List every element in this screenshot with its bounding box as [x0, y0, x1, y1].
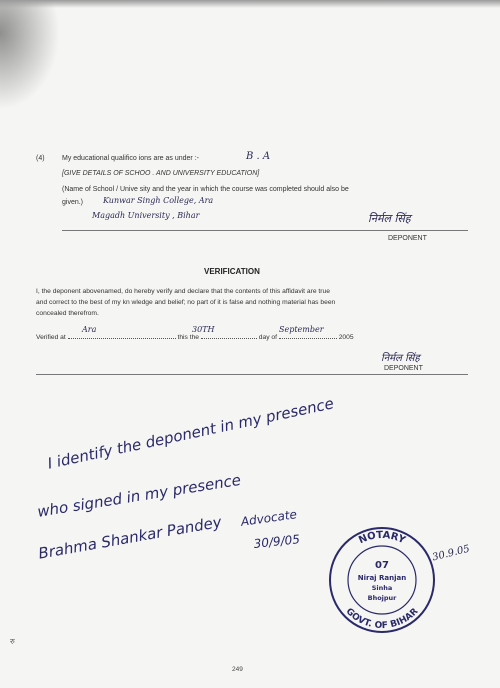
school-instruction-line1: (Name of School / Unive sity and the year in which the course was completed should also be [62, 186, 349, 193]
verification-title: VERIFICATION [204, 267, 260, 276]
qualification-value: B . A [246, 151, 271, 162]
attestation-line: Advocate [240, 507, 298, 529]
seal-number: 07 [375, 560, 389, 571]
scan-top-edge [0, 0, 500, 8]
seal-side-date: 30.9.05 [431, 543, 471, 564]
notary-seal-graphic [314, 524, 450, 634]
verification-line: concealed therefrom. [36, 310, 99, 317]
university-name: Magadh University , Bihar [92, 211, 200, 220]
deponent-signature: निर्मल सिंह [368, 212, 411, 225]
verification-signature: निर्मल सिंह [381, 353, 420, 364]
month-value: September [279, 325, 324, 334]
seal-place: Bhojpur [367, 594, 397, 602]
college-name: Kunwar Singh College, Ara [103, 196, 214, 205]
notary-seal [314, 524, 450, 634]
day-value: 30TH [192, 325, 215, 334]
svg-text:GOVT. OF BIHAR [344, 607, 421, 632]
verification-line: I, the deponent abovenamed, do hereby verify and declare that the contents of this affidavit are true [36, 288, 330, 295]
attestation-date: 30/9/05 [253, 532, 301, 551]
item-number: (4) [36, 155, 45, 162]
school-instruction-line2: given.) [62, 199, 84, 206]
section-divider [36, 374, 468, 375]
year-value: 2005 [338, 334, 354, 341]
deponent-label: DEPONENT [388, 235, 427, 242]
verification-line: and correct to the best of my kn wledge and belief; no part of it is false and nothing material has been [36, 299, 336, 306]
scan-shadow [0, 0, 60, 110]
deponent-label: DEPONENT [384, 365, 423, 372]
qualification-statement: My educational qualifico ions are as under :- [62, 155, 199, 162]
seal-bottom-text: GOVT. OF BIHAR [343, 606, 421, 632]
verified-at-label: Verified at [36, 334, 66, 341]
place-value: Ara [82, 325, 97, 334]
svg-text:NOTARY [357, 530, 408, 547]
seal-name: Niraj Ranjan [357, 574, 407, 582]
attestation-line: Brahma Shankar Pandey [37, 512, 223, 563]
seal-role: Sinha [371, 584, 393, 592]
page-number: 249 [232, 666, 243, 673]
this-the-label: this the [177, 334, 200, 341]
section-divider [62, 230, 468, 231]
attestation-line: I identify the deponent in my presence [46, 394, 336, 473]
margin-mark: रु [10, 637, 15, 646]
education-instruction: [GIVE DETAILS OF SCHOO . AND UNIVERSITY EDUCATION] [62, 170, 260, 177]
day-of-label: day of [258, 334, 277, 341]
attestation-line: who signed in my presence [36, 470, 243, 521]
seal-top-text: NOTARY [357, 529, 407, 547]
